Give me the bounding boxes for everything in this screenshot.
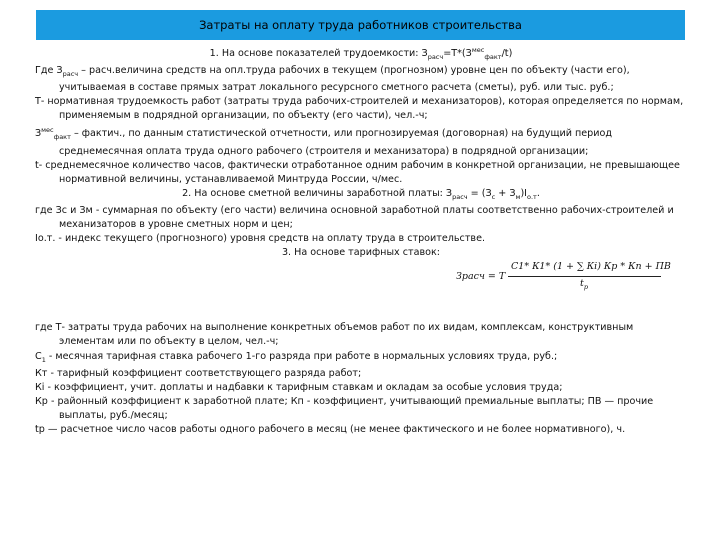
definition-kr-kp-pv: Кр - районный коэффициент к заработной плате; Кп - коэффициент, учитывающий премиальные выплаты; ПВ — прочие выплаты, руб./месяц; [35,395,654,421]
definition-t-small: t- среднемесячное количество часов, фактически отработанное одним рабочим в конкретной организации, не превышающее нормативной величины, устанавливаемой Минтруда России, ч/мес. [35,159,680,185]
definition-zrasch: Где $З_{расч}$ – расч.величина средств на опл.труда рабочих в текущем (прогнозном) уровне цен по объекту (части его), учитываемая в составе прямых затрат локального ресурсного сметного расчета (сметы), руб. или тыс. руб.; [35,65,630,94]
definition-zmes: $З^{мес}_{факт}$ – фактич., по данным статистической отчетности, или прогнозируемая (договорная) на будущий период среднемесячная оплата труда одного рабочего (строителя и механизатора) в подрядной организации; [35,126,613,157]
tariff-formula [456,261,686,301]
heading-method-3: 3. На основе тарифных ставок: [281,247,441,259]
slide-title: Затраты на оплату труда работников строительства [199,18,522,32]
formula-numerator: С1* К1* (1 + ∑ Кі) Кр * Кп + ПВ [511,261,671,272]
definition-ki: Кі - коэффициент, учит. доплаты и надбавки к тарифным ставкам и окладам за особые условия труда; [35,381,563,393]
definition-t-full: где Т- затраты труда рабочих на выполнение конкретных объемов работ по их видам, комплексам, конструктивным элементам или по объекту в целом, чел.-ч; [35,322,634,348]
definition-zc-zm: где Зс и Зм - суммарная по объекту (его части) величина основной заработной платы соответственно рабочих-строителей и механизаторов в уровне сметных норм и цен; [35,204,674,231]
title-bar [36,10,685,40]
definition-t: Т- нормативная трудоемкость работ (затраты труда рабочих-строителей и механизаторов), которая определяется по нормам, применяемым в подрядной организации, по объекту (его части), чел.-ч; [35,96,684,122]
heading-method-1: 1. На основе показателей трудоемкости: $З_{расч}=Т*(З^{мес}_{факт}/t)$ [209,46,513,62]
definition-c1: $С_1$ - месячная тарифная ставка рабочего 1-го разряда при работе в нормальных условиях труда, руб.; [35,350,558,364]
heading-method-2: 2. На основе сметной величины заработной платы: $З_{расч} = (З_с + З_м)I_{о.т}$. [182,187,540,201]
definition-tp: tр — расчетное число часов работы одного рабочего в месяц (не менее фактического и не более нормативного), ч. [35,423,626,435]
definition-kt: Кт - тарифный коэффициент соответствующего разряда работ; [35,367,362,379]
formula-denominator: $t_р$ [580,278,588,291]
formula-lhs: Зрасч = Т [456,271,506,282]
definition-iot: Iо.т. - индекс текущего (прогнозного) уровня средств на оплату труда в строительстве. [35,233,486,245]
content [35,43,687,437]
fraction-bar [508,276,661,277]
